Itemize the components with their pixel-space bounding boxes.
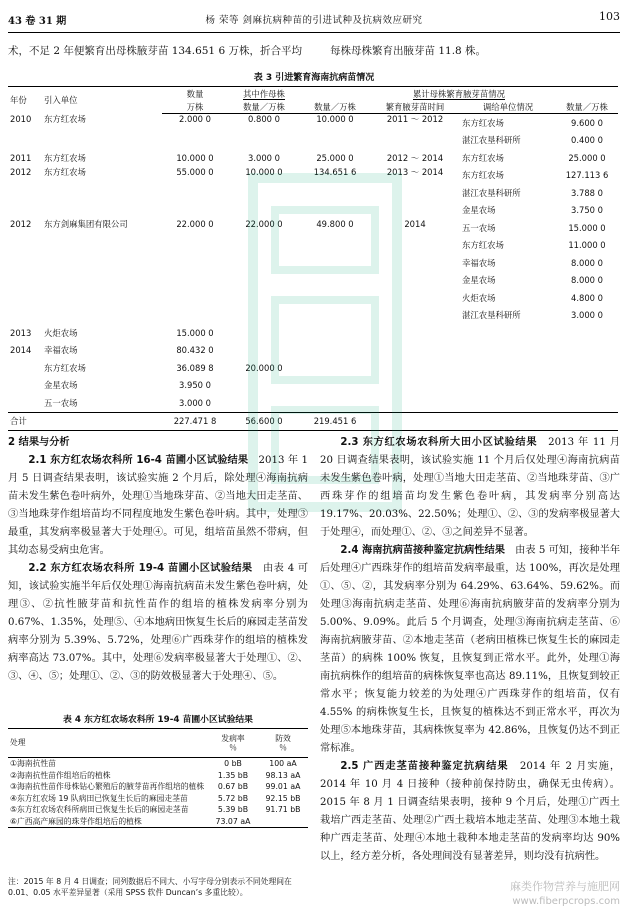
t3-h-acc: 累计母株繁育腋芽苗情况 [412,88,506,99]
t3-cell-dist-qty: 3.000 0 [571,310,603,321]
table4-caption: 表 4 东方红农场农科所 19-4 苗圃小区试验结果 [63,715,253,725]
table4-row [8,793,308,805]
watermark-url: www.fiberpcrops.com [512,896,620,907]
t3-cell-unit: 火炬农场 [44,327,78,338]
t4-cell-eff: 99.01 aA [265,782,301,791]
t3-cell-qty: 3.950 0 [179,380,211,391]
t4-cell-treat: ②海南抗性苗作组培后的植株 [10,770,111,780]
t4-cell-treat: ⑤东方红农场农科所病田已恢复生长后的麻园走茎苗 [10,805,189,814]
t4-cell-treat: ①海南抗性苗 [10,759,56,768]
table4-row [8,804,308,816]
t3-cell-mother: 20.000 0 [245,362,283,373]
section-2-1-title: 2.1 东方红农场农科所 16-4 苗圃小区试验结果 [28,455,249,466]
t3-cell-year: 2012 [10,219,32,229]
t3-h-mother-qty: 数量／万株 [228,100,300,114]
t4-cell-eff: 92.15 bB [265,793,301,803]
t3-cell-dist-qty: 127.113 6 [565,170,609,181]
section-2-1-text: 2013 年 1 月 5 日调查结果表明，该试验实施 2 个月后，除处理④海南抗病苗未发生紫色卷叶病外，处理①当地珠芽苗、②当地大田走茎苗、③当地珠芽作组培苗均不同程度地发生紫色卷叶病。其中，处理③最重，其发病率极显著大于处理④。可见，组培苗虽然不带病，但其幼态易受病虫危害。 [8,455,308,556]
t3-cell-dist-unit: 湛江农垦科研所 [462,135,521,146]
t3-cell-dist-qty: 0.400 0 [571,135,603,146]
t3-cell-unit: 五一农场 [44,397,78,408]
section-2-2-title: 2.2 东方红农场农科所 19-4 苗圃小区试验结果 [28,563,253,574]
t3-cell-dist-unit [460,377,556,395]
table3-row [8,149,618,167]
t3-h-acc-dist: 调给单位情况 [460,100,556,114]
t4-cell-eff: 91.71 bB [265,805,301,814]
t3-cell-year [8,394,42,412]
t3-h-acc-time: 繁育腋芽苗时间 [370,100,460,114]
t3-cell-dist-qty: 9.600 0 [571,117,603,128]
t3-cell-unit: 东方红农场 [44,362,86,373]
t3-cell-dist-qty: 3.750 0 [571,205,603,216]
table4-note: 注：2015 年 8 月 4 日调查；同列数据后不同大、小写字母分别表示不同处理间在 0.01、0.05 水平差异显著（采用 SPSS 软件 Duncan’s 多重比较）。 [8,877,292,897]
table3-row [8,114,618,132]
t4-h-eff: 防效 ％ [258,729,308,758]
t3-cell-dist-unit [460,359,556,377]
t3-total-label: 合计 [8,412,162,431]
t3-cell-dist-qty [556,342,618,360]
t3-cell-acc: 10.000 0 [316,114,354,124]
table4-row [8,770,308,782]
section-2-4-text: 由表 5 可知，接种半年后处理④广西珠芽作的组培苗发病率最重，达 100%，再次是处理①、⑤、②，其发病率分别为 64.29%、63.64%、59.62%。而处理③海南抗病走茎苗、处理⑥海南抗病腋芽苗的发病率分别为 5.00%、9.09%。此后 5 个月调查，处理③海南抗病走茎苗、⑥海南抗病腋芽苗、②本地走茎苗（老病田植株已恢复生长的麻园走茎苗）的病株 100% 恢复，且恢复到正常水平。此外，处理①海南抗病株作的组培苗的病株恢复率也高达 89.11%，且恢复到较正常水平；恢复能力较差的为处理④广西珠芽作的组培苗，仅有 4.55% 的病株恢复生长，且恢复的植株达不到正常水平，再次为处理⑤本地珠芽苗，其病株恢复率为 42.86%，且恢复仍达不到正常标准。 [320,545,621,754]
t3-h-unit: 引入单位 [42,87,162,114]
t3-cell-unit: 东方红农场 [44,113,86,124]
t3-cell-dist-unit: 金星农场 [462,275,496,286]
section-2-2-text: 由表 4 可知，该试验实施半年后仅处理①海南抗病苗未发生紫色卷叶病，处理③、②抗性腋芽苗和抗性苗作的组培的植株发病率分别为 0.67%、1.35%，处理⑤、④本地病田恢复生长后的麻园走茎苗发病率分别为 5.39%、5.72%，处理⑥广西珠芽作的组培的植株发病率高达 73.07%。其中，处理⑥发病率极显著大于处理①、②、③、④、⑤；处理①、②、③的防效极显著大于处理④、⑤。 [8,563,309,682]
table4-body [8,758,308,828]
table3-caption: 表 3 引进繁育海南抗病苗情况 [253,73,375,83]
t3-cell-year: 2010 [10,113,32,124]
section-2-5-title: 2.5 广西走茎苗接种鉴定抗病结果 [340,761,509,772]
section-2-3-title: 2.3 东方红农场农科所大田小区试验结果 [340,437,538,448]
t4-cell-treat: ④东方红农场 19 队病田已恢复生长后的麻园走茎苗 [10,793,188,803]
t3-cell-time: 2012 ～ 2014 [386,152,444,163]
t3-cell-dist-unit: 五一农场 [462,222,496,233]
t4-cell-rate: 73.07 aA [208,816,258,828]
t4-cell-eff [258,816,308,828]
watermark-text: 麻类作物营养与施肥网 [510,880,620,893]
t3-cell-dist-unit: 金星农场 [462,205,496,216]
t3-cell-dist-qty [556,394,618,412]
t3-cell-mother: 10.000 0 [245,166,283,177]
t3-h-qty-unit: 万株 [162,100,228,114]
t3-cell-dist-unit: 东方红农场 [462,170,504,181]
t3-cell-qty: 15.000 0 [176,327,214,338]
t3-cell-unit: 东方剑麻集团有限公司 [44,219,128,229]
t3-cell-year [8,377,42,395]
left-column [8,434,308,686]
t4-cell-eff: 100 aA [269,759,297,768]
t3-cell-dist-unit: 东方红农场 [462,117,504,128]
t3-cell-unit: 东方红农场 [44,152,86,163]
section-2-heading: 2 结果与分析 [8,437,70,448]
t4-cell-rate: 5.72 bB [217,793,249,803]
t3-h-year: 年份 [8,87,42,114]
t4-cell-rate: 1.35 bB [217,770,249,780]
t3-cell-qty: 2.000 0 [179,114,211,124]
t4-cell-treat: ⑥广西高产麻园的珠芽作组培后的植株 [8,816,208,828]
table4 [8,728,308,828]
t3-cell-dist-unit [460,342,556,360]
section-2-4-title: 2.4 海南抗病苗接种鉴定抗病性结果 [340,545,505,556]
section-2-3-text: 2013 年 11 月 20 日调查结果表明，该试验实施 11 个月后仅处理④海南抗病苗未发生紫色卷叶病，处理①当地大田走茎苗、②当地珠芽苗、③广西珠芽作的组培苗均发生紫色卷叶病，其发病率分别高达 19.17%、20.03%、22.50%；处理①、②、③的发病率极显著大于处理④，而处理①、②、③之间差异不显著。 [320,437,621,538]
t4-cell-eff: 98.13 aA [265,770,301,780]
t3-cell-dist-qty: 8.000 0 [571,275,603,286]
t3-cell-qty: 36.089 8 [176,362,214,373]
t3-cell-dist-unit: 火炬农场 [462,292,496,303]
t3-cell-dist-unit [460,394,556,412]
t3-cell-mother: 22.000 0 [245,219,283,229]
t3-cell-time: 2011 ～ 2012 [386,114,444,124]
t3-cell-acc: 49.800 0 [316,219,354,229]
t3-cell-year: 2014 [10,345,32,356]
t3-cell-dist-unit: 东方红农场 [462,152,504,163]
t3-cell-qty: 10.000 0 [176,152,214,163]
t3-cell-dist-unit [460,324,556,342]
table4-row [8,781,308,793]
t4-h-treat: 处理 [8,729,208,758]
issue-label: 43 卷 31 期 [8,16,67,27]
t3-cell-unit: 幸福农场 [44,345,78,356]
t3-cell-dist-unit: 幸福农场 [462,257,496,268]
t3-total-acc: 219.451 6 [300,412,370,431]
t3-h-acc-qty: 数量／万株 [300,100,370,114]
page-number: 103 [599,10,620,23]
t4-cell-rate: 0.67 bB [217,782,249,791]
top-text-left: 术，不足 2 年便繁育出母株腋芽苗 134.651 6 万株，折合平均 [8,45,302,57]
t3-cell-dist-qty: 3.788 0 [571,187,603,198]
t3-cell-dist-qty: 15.000 0 [568,222,606,233]
t3-cell-dist-qty [556,324,618,342]
t3-cell-time: 2014 [404,219,426,229]
t3-cell-year: 2012 [10,166,32,177]
t3-cell-year: 2013 [10,327,32,338]
t3-cell-dist-unit: 湛江农垦科研所 [462,310,521,321]
t3-cell-dist-qty [556,377,618,395]
t3-total-mother: 56.600 0 [228,412,300,431]
t4-cell-treat: ③海南抗性苗作母株钻心繁殖后的腋芽苗再作组培的植株 [10,782,205,791]
t3-cell-acc: 134.651 6 [313,166,357,177]
t3-cell-mother: 0.800 0 [248,114,280,124]
t3-total-qty: 227.471 8 [162,412,228,431]
t3-cell-dist-qty: 8.000 0 [571,257,603,268]
table4-row [8,758,308,770]
section-2-5-text: 2014 年 2 月实施，2014 年 10 月 4 日接种（接种前保持防虫，确保无虫传病）。2015 年 8 月 1 日调查结果表明，接种 9 个月后，处理①广西土栽培广西走茎苗、处理②广西土栽培本地走茎苗、处理③本地土栽种广西走茎苗、处理④本地土栽种本地走茎苗的发病率均达 90% 以上，经方差分析，各处理间没有显著差异，则均没有抗病性。 [320,761,621,862]
t3-cell-dist-unit: 湛江农垦科研所 [462,187,521,198]
t3-cell-qty: 3.000 0 [179,397,211,408]
t3-cell-dist-qty: 4.800 0 [571,292,603,303]
header-rule [8,32,620,33]
right-column [320,434,620,866]
t3-h-qty: 数量 [162,87,228,101]
t3-cell-year [8,359,42,377]
top-text-right: 每株母株繁育出腋芽苗 11.8 株。 [330,45,487,57]
t3-cell-dist-qty: 25.000 0 [568,152,606,163]
t3-cell-mother: 3.000 0 [248,152,280,163]
t4-cell-rate: 0 bB [224,759,242,768]
running-title: 杨 荣等 剑麻抗病种苗的引进试种及抗病效应研究 [205,15,423,26]
t4-h-rate: 发病率 ％ [208,729,258,758]
table4-row [8,816,308,828]
t3-cell-dist-qty: 11.000 0 [568,240,606,251]
t3-cell-time: 2013 ～ 2014 [386,166,444,177]
t3-cell-qty: 55.000 0 [176,166,214,177]
t3-cell-dist-qty [556,359,618,377]
t3-cell-year: 2011 [10,152,32,163]
t3-h-acc-dist-qty: 数量／万株 [556,100,618,114]
t4-cell-rate: 5.39 bB [217,805,249,814]
t3-h-mother: 其中作母株 [243,88,285,99]
t3-cell-unit: 东方红农场 [44,166,86,177]
t3-cell-qty: 22.000 0 [176,219,214,229]
running-header [8,8,620,28]
t3-cell-qty: 80.432 0 [176,345,214,356]
t3-cell-unit: 金星农场 [44,380,78,391]
t3-cell-acc: 25.000 0 [316,152,354,163]
t3-cell-dist-unit: 东方红农场 [462,240,504,251]
